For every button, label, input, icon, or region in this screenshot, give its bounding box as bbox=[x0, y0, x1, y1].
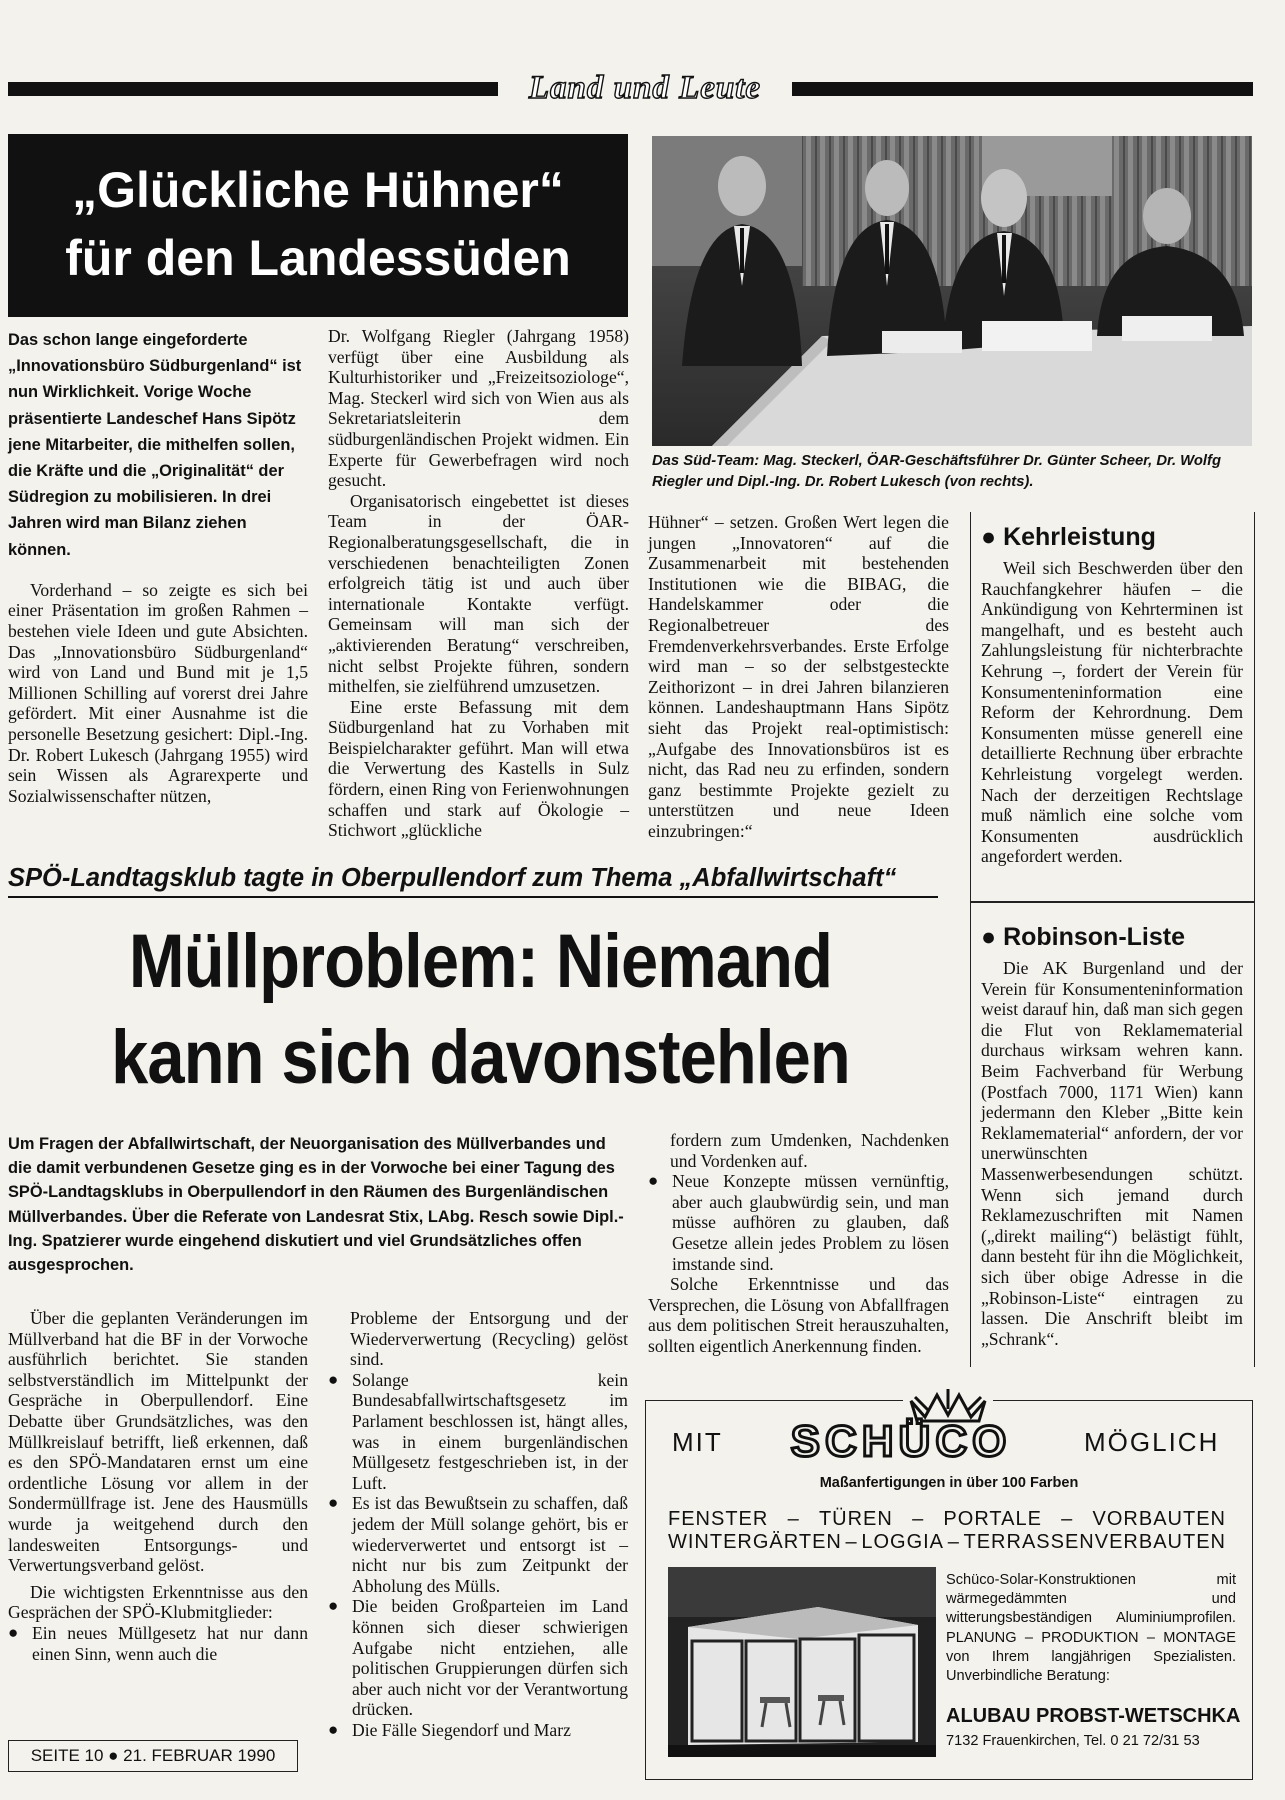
article2-col3-p2: Solche Erkenntnisse und das Versprechen, die Lösung von Abfallfragen aus dem politischen Streit herauszuhalten, sollten eigentlich Anerkennung finden. bbox=[648, 1274, 949, 1356]
section-header bbox=[8, 70, 1253, 106]
article1-col2-p3: Eine erste Befassung mit dem Südburgenland hat zu Vorhaben mit Beispielcharakter geführt. Man will etwa die Verwertung des Kastells in Sulz fördern, einen Ring von Ferienwohnungen schaffen und stark auf Ökologie – Stichwort „glückliche bbox=[328, 696, 629, 841]
page-footer: SEITE 10 ● 21. FEBRUAR 1990 bbox=[8, 1740, 298, 1772]
article2-lead-wrap bbox=[8, 1132, 628, 1277]
ad-row2 bbox=[668, 1531, 1226, 1554]
article2-col2-intro: Probleme der Entsorgung und der Wiederverwertung (Recycling) gelöst sind. bbox=[350, 1308, 628, 1370]
ad-row2-item: – bbox=[845, 1531, 858, 1553]
ad-row2-item: LOGGIA bbox=[861, 1531, 945, 1553]
article1-headline-line2: für den Landessüden bbox=[65, 230, 571, 286]
article2-col1-p2: Die wichtigsten Erkenntnisse aus den Gesprächen der SPÖ-Klubmitglieder: bbox=[8, 1581, 308, 1623]
article2-col3-bullets bbox=[648, 1171, 949, 1274]
bullet-icon: ● bbox=[981, 923, 997, 951]
article2-col3-intro: fordern zum Umdenken, Nachdenken und Vordenken auf. bbox=[670, 1130, 949, 1171]
bullet-icon: ● bbox=[981, 523, 997, 551]
wintergarden-photo bbox=[668, 1567, 936, 1757]
article2-col2 bbox=[328, 1308, 628, 1740]
ad-row1-item: TÜREN bbox=[818, 1508, 893, 1530]
article1-headline bbox=[8, 134, 628, 317]
list-item: ● Die beiden Großparteien im Land können sich dieser schwierigen Aufgabe nicht entziehen, alle politischen Gruppierungen dürfen sich aber auch nicht vor der Verantwortung drücken. bbox=[328, 1596, 628, 1720]
header-rule-right bbox=[792, 82, 1253, 96]
sidebar-box1-title: Kehrleistung bbox=[1003, 523, 1156, 551]
article1-col1 bbox=[8, 327, 308, 806]
article1-col2-p1: Dr. Wolfgang Riegler (Jahrgang 1958) verfügt über eine Ausbildung als Kulturhistoriker und „Freizeitsoziologe“, Mag. Steckerl wird sich von Wien aus als Sekretariatsleiterin dem südburgenländischen Projekt widmen. Ein Experte für Gewerbefragen wird noch gesucht. bbox=[328, 326, 629, 491]
article2-col3 bbox=[648, 1130, 949, 1357]
list-item: ● Solange kein Bundesabfallwirtschaftsgesetz im Parlament beschlossen ist, hängt alles, was in einem burgenländischen Müllgesetz festgeschrieben ist, in der Luft. bbox=[328, 1370, 628, 1494]
ad-row1-item: – bbox=[787, 1508, 800, 1530]
article2-headline bbox=[65, 914, 897, 1106]
article1-col3 bbox=[648, 512, 949, 842]
ad-text: Schüco-Solar-Konstruktionen mit wärmegedämmten und witterungsbeständigen Aluminiumprofilen. PLANUNG – PRODUKTION – MONTAGE von Ihrem langjährigen Spezialisten. Unverbindliche Beratung: bbox=[946, 1572, 1236, 1685]
sidebar-box2-heading bbox=[981, 922, 1243, 952]
list-item: ● Die Fälle Siegendorf und Marz bbox=[328, 1720, 628, 1741]
ad-row2-item: TERRASSENVERBAUTEN bbox=[963, 1531, 1226, 1553]
article2-headline-line1: Müllproblem: Niemand bbox=[128, 919, 833, 1004]
ad-row1-item: – bbox=[1061, 1508, 1074, 1530]
ad-row1 bbox=[668, 1508, 1226, 1531]
ad-moeglich: MÖGLICH bbox=[1084, 1427, 1220, 1457]
article1-lead: Das schon lange eingeforderte „Innovationsbüro Südburgenland“ ist nun Wirklichkeit. Vorige Woche präsentierte Landeschef Hans Sipötz jene Mitarbeiter, die mithelfen sollen, die Kräfte und die „Originalität“ der Südregion zu mobilisieren. In drei Jahren wird man Bilanz ziehen können. bbox=[8, 331, 302, 559]
article2-col1 bbox=[8, 1308, 308, 1664]
article2-lead: Um Fragen der Abfallwirtschaft, der Neuorganisation des Müllverbandes und die damit verbundenen Gesetze ging es in der Vorwoche bei einer Tagung des SPÖ-Landtagsklubs in Oberpullendorf in den Räumen des Burgenländischen Müllverbandes. Über die Referate von Landesrat Stix, LAbg. Resch sowie Dipl.-Ing. Spatzierer wurde eingehend diskutiert und viel Grundsätzliches offen ausgesprochen. bbox=[8, 1135, 624, 1275]
sidebar-box1 bbox=[981, 522, 1243, 867]
ad-subtitle: Maßanfertigungen in über 100 Farben bbox=[819, 1475, 1079, 1491]
article1-col2-p2: Organisatorisch eingebettet ist dieses Team in der ÖAR-Regionalberatungsgesellschaft, die in verschiedenen benachteiligten Zonen erfolgreich tätig ist und auch über internationale Kontakte verfügt. Gemeinsam will man sich der „aktivierenden Beratung“ verschreiben, nicht selbst Projekte führen, sondern mithelfen, sie zielführend umzusetzen. bbox=[328, 490, 629, 697]
sidebar-box2-text: Die AK Burgenland und der Verein für Konsumenteninformation weist darauf hin, daß man sich gegen die Flut von Reklamematerial durchaus wirksam wehren kann. Beim Fachverband für Werbung (Postfach 7000, 1171 Wien) kann jedermann den Kleber „Bitte kein Reklamematerial“ anfordern, der vor unerwünschten Massenwerbesendungen schützt. Wenn sich jemand durch Reklamezuschriften mit Namen („direkt mailing“) belästigt fühlt, dann besteht für ihn die Möglichkeit, sich über obige Adresse in die „Robinson-Liste“ eintragen zu lassen. Die Anschrift bleibt im „Schrank“. bbox=[981, 958, 1243, 1349]
ad-row2-item: WINTERGÄRTEN bbox=[668, 1531, 842, 1553]
article2-col2-bullets bbox=[328, 1370, 628, 1741]
ad-brand: SCHÜCO bbox=[790, 1417, 1012, 1466]
article1-headline-line1: „Glückliche Hühner“ bbox=[72, 162, 564, 218]
article1-col3-p1: Hühner“ – setzen. Großen Wert legen die jungen „Innovatoren“ auf die Zusammenarbeit mit bestehenden Institutionen wie die BIBAG, die Handelskammer oder die Regionalbetreuer des Fremdenverkehrsverbandes. Erste Erfolge wird man – so der selbstgesteckte Zeithorizont – in drei Jahren bilanzieren können. Landeshauptmann Hans Sipötz sieht das Projekt real-optimistisch: „Aufgabe des Innovationsbüros ist es nicht, das Rad neu zu erfinden, sondern ganz bestimmte Projekte gezielt zu unterstützen und neue Ideen einzubringen:“ bbox=[648, 512, 949, 841]
article2-col1-bullets bbox=[8, 1623, 308, 1664]
ad-row2-item: – bbox=[947, 1531, 960, 1553]
ad-row1-item: PORTALE bbox=[943, 1508, 1042, 1530]
ad-row1-item: FENSTER bbox=[668, 1508, 769, 1530]
photo-caption bbox=[652, 451, 1262, 493]
ad-row1-item: – bbox=[912, 1508, 925, 1530]
team-photo bbox=[652, 136, 1252, 446]
header-rule-left bbox=[8, 82, 498, 96]
schueco-ad bbox=[645, 1400, 1253, 1780]
sidebar-box1-heading bbox=[981, 522, 1243, 552]
sidebar-box2-title: Robinson-Liste bbox=[1003, 923, 1185, 951]
photo-caption-line2: Riegler und Dipl.-Ing. Dr. Robert Lukesch (von rechts). bbox=[652, 474, 1034, 490]
ad-row1-item: VORBAUTEN bbox=[1092, 1508, 1226, 1530]
photo-caption-line1: Das Süd-Team: Mag. Steckerl, ÖAR-Geschäftsführer Dr. Günter Scheer, Dr. Wolfg bbox=[652, 453, 1222, 469]
ad-address: 7132 Frauenkirchen, Tel. 0 21 72/31 53 bbox=[946, 1733, 1200, 1749]
team-photo-image bbox=[652, 136, 1252, 446]
article1-col1-body: Vorderhand – so zeigte es sich bei einer Präsentation im großen Rahmen – bestehen viele Ideen und gute Absichten. Das „Innovationsbüro Südburgenland“ wird von Land und Bund mit je 1,5 Millionen Schilling auf vorerst drei Jahre gefördert. Mit einer Ausnahme ist die personelle Besetzung gesichert: Dipl.-Ing. Dr. Robert Lukesch (Jahrgang 1955) wird sein Wissen als Agrarexperte und Sozialwissenschafter nützen, bbox=[8, 579, 308, 806]
article1-col2 bbox=[328, 326, 629, 841]
ad-mit: MIT bbox=[672, 1427, 723, 1457]
article2-col1-p1: Über die geplanten Veränderungen im Müllverband hat die BF in der Vorwoche ausführlich berichtet. Sie standen selbstverständlich im Mittelpunkt der Gespräche in Oberpullendorf. Eine Debatte über Grundsätzliches, was den Müllkreislauf betrifft, ließ erkennen, daß es den SPÖ-Mandataren ernst um eine ordentliche Lösung vor allem in der Sondermüllfrage ist. Jene des Hausmülls wurde ja weitgehend durch den landesweiten Entsorgungs- und Verwertungsverband gelöst. bbox=[8, 1308, 308, 1576]
list-item: ● Es ist das Bewußtsein zu schaffen, daß jedem der Müll solange gehört, bis er wiederverwertet und entsorgt ist – nicht nur bis zum Zeitpunkt der Abholung des Mülls. bbox=[328, 1493, 628, 1596]
list-item: ● Ein neues Müllgesetz hat nur dann einen Sinn, wenn auch die bbox=[8, 1623, 308, 1664]
article2-kicker: SPÖ-Landtagsklub tagte in Oberpullendorf zum Thema „Abfallwirtschaft“ bbox=[8, 863, 938, 898]
sidebar-divider bbox=[971, 901, 1254, 903]
sidebar-box1-text: Weil sich Beschwerden über den Rauchfangkehrer häufen – die Ankündigung von Kehrterminen ist mangelhaft, und es besteht auch Zahlungsleistung für nichterbrachte Kehrung –, fordert der Verein für Konsumenteninformation eine Reform der Kehrordnung. Dem Konsumenten müsse generell eine detaillierte Rechnung über erbrachte Kehrleistung vorgelegt werden. Nach der derzeitigen Rechtslage muß nämlich eine solche vom Konsumenten ausdrücklich angefordert werden. bbox=[981, 558, 1243, 867]
sidebar bbox=[970, 512, 1255, 1367]
list-item: ● Neue Konzepte müssen vernünftig, aber auch glaubwürdig sein, und man müsse aufhören zu glauben, daß Gesetze allein jedes Problem zu lösen imstande sind. bbox=[648, 1171, 949, 1274]
article2-headline-line2: kann sich davonstehlen bbox=[111, 1015, 850, 1100]
section-header-title: Land und Leute bbox=[528, 70, 762, 106]
ad-company: ALUBAU PROBST-WETSCHKA bbox=[946, 1705, 1241, 1727]
sidebar-box2 bbox=[981, 922, 1243, 1349]
